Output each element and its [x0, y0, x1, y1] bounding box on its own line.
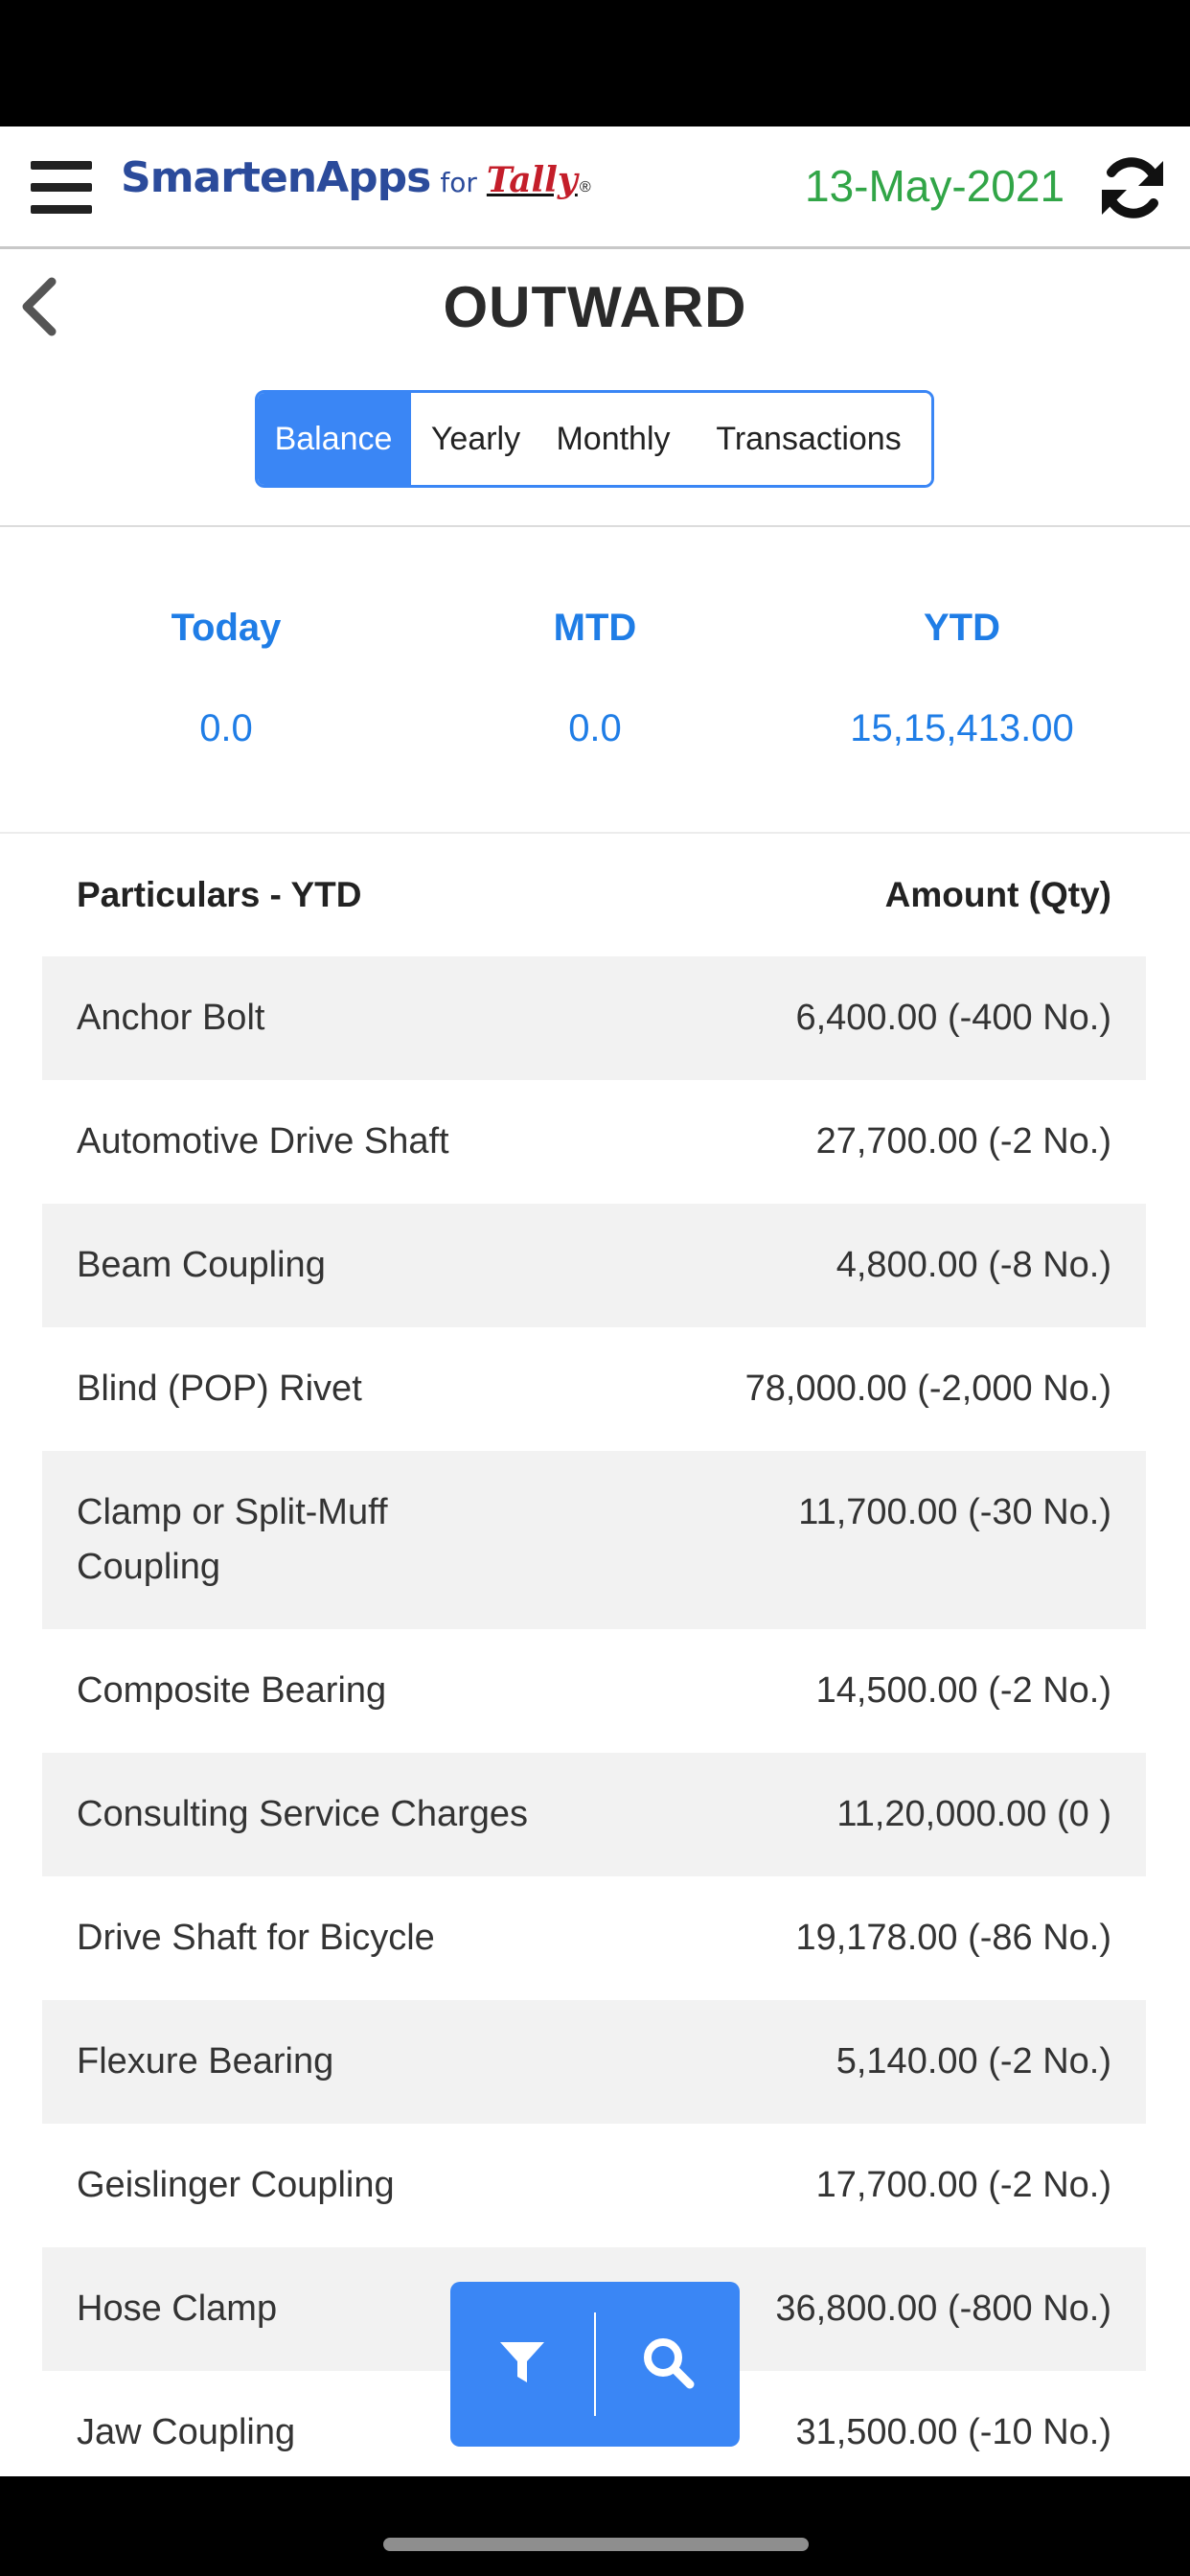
table-row[interactable] [42, 1753, 1146, 1876]
row-name: Hose Clamp [77, 2288, 278, 2329]
row-amount: 6,400.00 (-400 No.) [795, 998, 1111, 1038]
bottom-bar [0, 2476, 1190, 2576]
refresh-icon[interactable] [1096, 151, 1169, 224]
kpi-ytd [761, 594, 1163, 757]
row-name: Beam Coupling [77, 1245, 326, 1285]
row-name: Blind (POP) Rivet [77, 1368, 362, 1409]
logo-main-text: SmartenApps [121, 153, 431, 202]
app-header [0, 126, 1190, 249]
row-amount: 4,800.00 (-8 No.) [835, 1245, 1111, 1285]
column-header-amount: Amount (Qty) [884, 875, 1111, 914]
kpi-value: 0.0 [568, 707, 622, 749]
table-row[interactable] [42, 1629, 1146, 1753]
row-name: Anchor Bolt [77, 998, 265, 1038]
table-header [42, 834, 1146, 956]
table-row[interactable] [42, 1080, 1146, 1204]
row-name: Automotive Drive Shaft [77, 1121, 449, 1162]
row-amount: 11,20,000.00 (0 ) [836, 1794, 1111, 1834]
tab-monthly[interactable]: Monthly [540, 393, 686, 485]
row-amount: 78,000.00 (-2,000 No.) [744, 1368, 1111, 1409]
kpi-label: Today [171, 607, 282, 649]
kpi-summary [0, 594, 1190, 786]
table-row[interactable] [42, 1876, 1146, 2000]
search-button[interactable] [596, 2282, 740, 2447]
kpi-label: YTD [924, 607, 1000, 649]
row-name: Consulting Service Charges [77, 1794, 529, 1834]
tab-balance[interactable]: Balance [258, 393, 411, 485]
kpi-mtd [394, 594, 796, 757]
row-name: Clamp or Split-Muff Coupling [77, 1492, 388, 1587]
kpi-value: 0.0 [199, 707, 253, 749]
row-name: Flexure Bearing [77, 2041, 334, 2082]
table-row[interactable] [42, 1204, 1146, 1327]
row-amount: 17,700.00 (-2 No.) [815, 2165, 1111, 2205]
logo-for-text: for [440, 167, 477, 198]
row-amount: 11,700.00 (-30 No.) [798, 1492, 1111, 1532]
particulars-table [42, 834, 1146, 2495]
row-amount: 19,178.00 (-86 No.) [795, 1918, 1111, 1958]
filter-button[interactable] [450, 2282, 594, 2447]
filter-search-fab [450, 2282, 740, 2447]
page-title: OUTWARD [443, 275, 747, 339]
filter-icon [496, 2336, 548, 2393]
status-bar [0, 0, 1190, 126]
row-amount: 31,500.00 (-10 No.) [795, 2412, 1111, 2452]
view-tabs [255, 390, 934, 488]
row-amount: 14,500.00 (-2 No.) [815, 1670, 1111, 1711]
search-icon [640, 2334, 696, 2395]
table-row[interactable] [42, 2000, 1146, 2124]
table-row[interactable] [42, 1451, 1146, 1629]
row-name: Composite Bearing [77, 1670, 387, 1711]
row-amount: 5,140.00 (-2 No.) [835, 2041, 1111, 2082]
table-row[interactable] [42, 1327, 1146, 1451]
kpi-value: 15,15,413.00 [850, 707, 1074, 749]
tab-yearly[interactable]: Yearly [411, 393, 540, 485]
menu-icon[interactable] [31, 161, 92, 215]
row-amount: 36,800.00 (-800 No.) [775, 2288, 1111, 2329]
kpi-label: MTD [553, 607, 637, 649]
table-row[interactable] [42, 956, 1146, 1080]
row-name: Jaw Coupling [77, 2412, 296, 2452]
header-date[interactable]: 13-May-2021 [805, 161, 1065, 211]
table-row[interactable] [42, 2124, 1146, 2247]
tab-transactions[interactable]: Transactions [686, 393, 931, 485]
row-amount: 27,700.00 (-2 No.) [815, 1121, 1111, 1162]
kpi-today [25, 594, 427, 757]
row-name: Drive Shaft for Bicycle [77, 1918, 435, 1958]
app-logo: SmartenApps for Tally ® [121, 153, 591, 202]
column-header-particulars: Particulars - YTD [77, 875, 362, 914]
home-indicator[interactable] [383, 2538, 809, 2551]
row-name: Geislinger Coupling [77, 2165, 395, 2205]
divider [0, 525, 1190, 527]
logo-tally-text: Tally [486, 160, 578, 200]
